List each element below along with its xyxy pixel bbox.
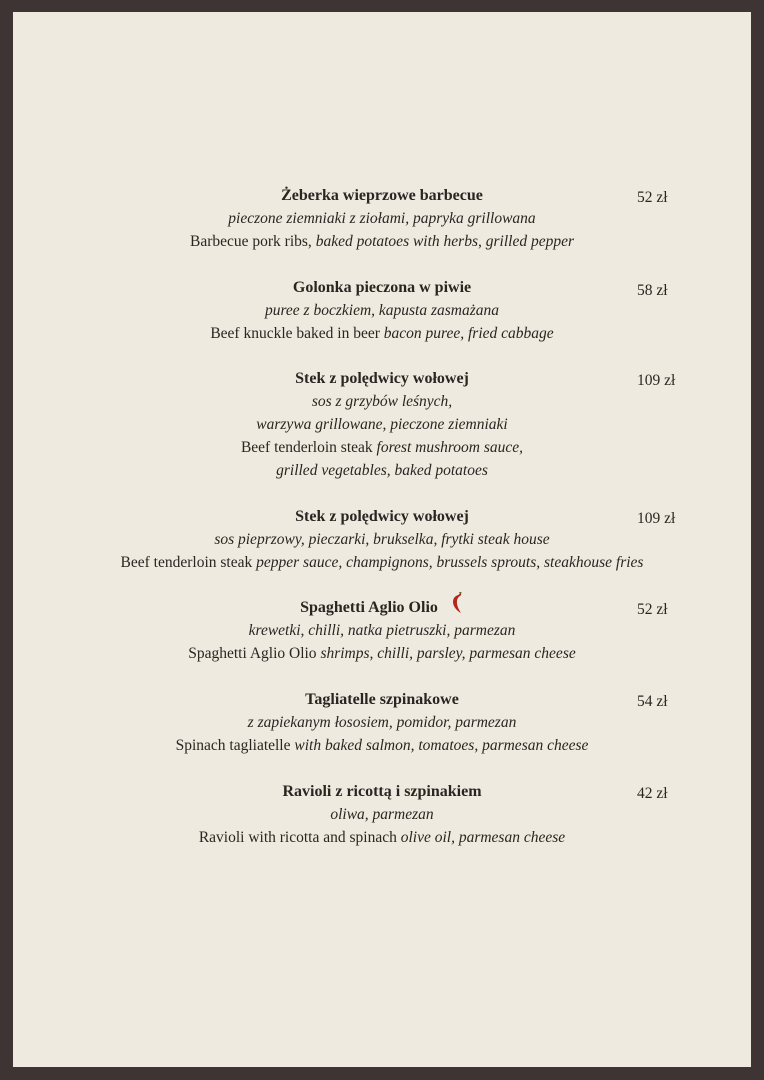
dish-name-en: Beef knuckle baked in beer — [210, 325, 384, 342]
dish-description-en — [13, 826, 751, 849]
dish-desc-en: olive oil, parmesan cheese — [400, 829, 566, 846]
dish-description-pl: z zapiekanym łososiem, pomidor, parmezan — [247, 714, 517, 731]
dish-price: 109 zł — [637, 372, 676, 389]
dish-name-en: Beef tenderloin steak — [120, 554, 257, 571]
dish-desc-en: baked potatoes with herbs, grilled pepper — [315, 233, 574, 250]
dish-name: Stek z polędwicy wołowej — [295, 508, 469, 525]
dish-name-en: Spaghetti Aglio Olio — [188, 645, 321, 662]
dish-description-pl: warzywa grillowane, pieczone ziemniaki — [256, 416, 508, 433]
dish-price: 54 zł — [637, 693, 668, 710]
dish-description-en — [13, 322, 751, 345]
dish-description-pl: pieczone ziemniaki z ziołami, papryka grillowana — [228, 210, 536, 227]
dish-description-en — [13, 459, 751, 482]
dish-description-pl: oliwa, parmezan — [330, 806, 434, 823]
dish-name-en: Beef tenderloin steak — [240, 439, 377, 456]
dish-description-pl: sos z grzybów leśnych, — [311, 393, 453, 410]
dish-desc-en: grilled vegetables, baked potatoes — [276, 462, 488, 479]
chili-pepper-icon — [450, 592, 464, 621]
dish-description-pl: sos pieprzowy, pieczarki, brukselka, frytki steak house — [214, 531, 550, 548]
dish-desc-en: shrimps, chilli, parsley, parmesan cheese — [320, 645, 576, 662]
dish-name: Tagliatelle szpinakowe — [305, 691, 459, 708]
dish-name-en: Barbecue pork ribs, — [190, 233, 316, 250]
dish-description-en — [13, 642, 751, 665]
dish-desc-en: pepper sauce, champignons, brussels sprouts, steakhouse fries — [256, 554, 644, 571]
menu-page — [13, 12, 751, 1067]
dish-description-pl: puree z boczkiem, kapusta zasmażana — [264, 302, 500, 319]
dish-price: 52 zł — [637, 189, 668, 206]
dish-description-en — [13, 230, 751, 253]
dish-price: 109 zł — [637, 510, 676, 527]
dish-name: Golonka pieczona w piwie — [292, 279, 472, 296]
dish-price: 58 zł — [637, 282, 668, 299]
dish-name: Spaghetti Aglio Olio — [300, 599, 438, 617]
dish-description-en — [13, 734, 751, 757]
dish-price: 52 zł — [637, 601, 668, 618]
dish-name: Ravioli z ricottą i szpinakiem — [282, 783, 482, 800]
dish-desc-en: with baked salmon, tomatoes, parmesan cheese — [294, 737, 589, 754]
dish-desc-en: forest mushroom sauce, — [376, 439, 524, 456]
dish-price: 42 zł — [637, 785, 668, 802]
dish-description-pl: krewetki, chilli, natka pietruszki, parmezan — [248, 622, 516, 639]
dish-name: Żeberka wieprzowe barbecue — [281, 187, 483, 204]
dish-description-en — [13, 551, 751, 574]
dish-description-en — [13, 436, 751, 459]
dish-name-en: Spinach tagliatelle — [175, 737, 295, 754]
dish-name: Stek z polędwicy wołowej — [295, 370, 469, 387]
dish-name-en: Ravioli with ricotta and spinach — [198, 829, 401, 846]
dish-desc-en: bacon puree, fried cabbage — [383, 325, 554, 342]
